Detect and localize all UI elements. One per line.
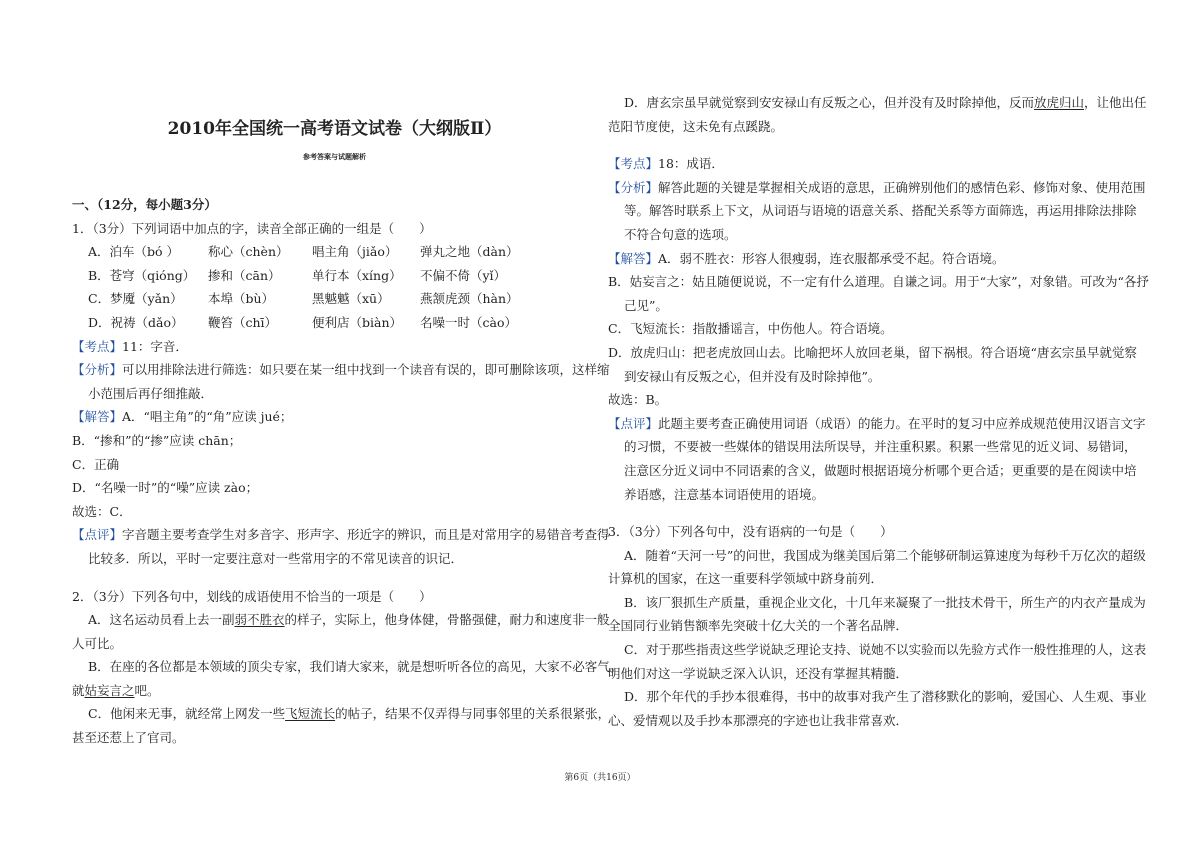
kaodian-tag: 【考点】	[72, 338, 123, 354]
fenxi-tag: 【分析】	[608, 179, 659, 195]
q2-option-d-cont: 范阳节度使，这未免有点蹊跷。	[608, 118, 784, 134]
page-title: 2010年全国统一高考语文试卷（大纲版Ⅱ）	[167, 119, 502, 139]
left-column	[72, 193, 623, 750]
fenxi-text: 解答此题的关键是掌握相关成语的意思，正确辨别他们的感情色彩、修饰对象、使用范围	[658, 179, 1146, 195]
q2-option-a-cont: 人可比。	[72, 635, 123, 651]
q3-stem: 3．（3分）下列各句中，没有语病的一句是（ ）	[608, 524, 893, 540]
q2-a-pre: A．这名运动员看上去一副	[88, 612, 235, 628]
q1-a-1: A．泊车（bó ）	[88, 244, 180, 260]
q2-option-a	[72, 608, 610, 632]
q3-option-a-cont: 计算机的国家，在这一重要科学领域中跻身前列．	[608, 571, 884, 587]
q1-fenxi	[72, 358, 610, 382]
q1-b-4: 不偏不倚（yǐ）	[420, 267, 507, 283]
q2-dianping-cont1: 的习惯，不要被一些媒体的错误用法所误导，并注重积累。积累一些常见的近义词、易错词，	[624, 439, 1137, 455]
q2-d-post: ，让他出任	[1084, 95, 1147, 110]
q1-d-1: D．祝祷（dǎo）	[88, 314, 184, 330]
q2-option-c-cont: 甚至还惹上了官司。	[72, 730, 185, 746]
kaodian-tag: 【考点】	[608, 156, 659, 172]
q2-c-idiom: 飞短流长	[285, 706, 336, 722]
q2-fenxi-cont2: 不符合句意的选项。	[624, 226, 737, 242]
q3-option-b-cont: 全国同行业销售额率先突破十亿大关的一个著名品牌．	[608, 618, 909, 634]
q1-kaodian	[72, 335, 597, 359]
kaodian-text: 11：字音．	[122, 338, 188, 354]
q1-line-b: B．“掺和”的“掺”应读 chān；	[72, 432, 242, 448]
q2-a-post: 的样子，实际上，他身体健，骨骼强健，耐力和速度非一般	[284, 612, 610, 628]
q1-option-d	[72, 311, 597, 335]
q2-line-c: C．飞短流长：指散播谣言，中伤他人。符合语境。	[608, 321, 893, 337]
q3-option-a: A．随着“天河一号”的问世，我国成为继美国后第二个能够研制运算速度为每秒千万亿次的超级	[624, 547, 1146, 563]
q1-stem: 1．（3分）下列词语中加点的字，读音全部正确的一组是（ ）	[72, 220, 432, 236]
section-heading: 一、（12分，每小题3分）	[72, 197, 217, 212]
jieda-tag: 【解答】	[72, 409, 123, 425]
dianping-text: 字音题主要考查学生对多音字、形声字、形近字的辨识，而且是对常用字的易错音考查得	[122, 527, 610, 543]
q1-d-2: 鞭笞（chī）	[208, 314, 278, 330]
q2-choice: 故选：B。	[608, 392, 668, 408]
q1-line-c: C．正确	[72, 456, 120, 472]
q2-jieda	[608, 247, 1133, 271]
q3-option-c: C．对于那些指责这些学说缺乏理论支持、说她不以实验而以先验方式作一般性推理的人，这表	[624, 642, 1147, 658]
q2-line-d-cont: 到安禄山有反叛之心，但并没有及时除掉他”。	[624, 368, 881, 384]
q2-a-idiom: 弱不胜衣	[234, 612, 285, 628]
jieda-text: A．弱不胜衣：形容人很瘦弱，连衣服都承受不起。符合语境。	[658, 250, 1005, 266]
q1-dianping-cont: 比较多．所以，平时一定要注意对一些常用字的不常见读音的识记．	[88, 550, 464, 566]
page-number: 第6页（共16页）	[564, 773, 636, 783]
q1-c-1: C．梦魇（yǎn）	[88, 291, 183, 307]
q2-dianping-cont3: 养语感，注意基本词语使用的语境。	[624, 486, 825, 502]
dianping-text: 此题主要考查正确使用词语（成语）的能力。在平时的复习中应养成规范使用汉语言文字	[658, 415, 1146, 431]
q1-a-4: 弹丸之地（dàn）	[420, 244, 519, 260]
q1-option-b	[72, 264, 597, 288]
jieda-text: A．“唱主角”的“角”应读 jué；	[122, 409, 293, 425]
q1-c-3: 黑魆魆（xū）	[312, 291, 390, 307]
q2-fenxi-cont1: 等。解答时联系上下文，从词语与语境的语意关系、搭配关系等方面筛选，再运用排除法排除	[624, 203, 1137, 219]
q1-b-1: B．苍穹（qióng）	[88, 267, 196, 283]
q2-c-post: 的帖子，结果不仅弄得与同事邻里的关系很紧张，	[335, 706, 611, 722]
kaodian-text: 18：成语．	[658, 156, 724, 172]
q2-kaodian	[608, 152, 1133, 176]
q1-d-3: 便利店（biàn）	[312, 314, 403, 330]
q2-option-c	[72, 702, 611, 726]
q3-option-d: D．那个年代的手抄本很难得，书中的故事对我产生了潜移默化的影响，爱国心、人生观、事业	[624, 689, 1147, 705]
q1-fenxi-cont: 小范围后再仔细推敲．	[88, 385, 214, 401]
q1-dianping	[72, 523, 610, 547]
q2-dianping	[608, 412, 1146, 436]
q3-option-d-cont: 心、爱情观以及手抄本那漂亮的字迹也让我非常喜欢．	[608, 712, 909, 728]
dianping-tag: 【点评】	[608, 415, 659, 431]
q2-d-idiom: 放虎归山	[1034, 95, 1085, 110]
q2-stem: 2．（3分）下列各句中，划线的成语使用不恰当的一项是（ ）	[72, 588, 432, 604]
q2-c-pre: C．他闲来无事，就经常上网发一些	[88, 706, 286, 722]
q1-line-d: D．“名噪一时”的“噪”应读 zào；	[72, 480, 259, 496]
q2-line-b-cont: 己见”。	[624, 297, 668, 313]
q1-a-3: 唱主角（jiǎo）	[312, 244, 398, 260]
q2-line-d: D．放虎归山：把老虎放回山去。比喻把坏人放回老巢，留下祸根。符合语境“唐玄宗虽早就觉察	[608, 344, 1137, 360]
q2-d-pre: D．唐玄宗虽早就觉察到安安禄山有反叛之心，但并没有及时除掉他，反而	[624, 95, 1035, 110]
q1-b-3: 单行本（xíng）	[312, 267, 402, 283]
right-column	[608, 91, 1149, 732]
q2-option-b-cont	[72, 679, 597, 703]
q1-b-2: 掺和（cān）	[208, 267, 281, 283]
q1-d-4: 名噪一时（cào）	[420, 314, 517, 330]
q3-option-c-cont: 明他们对这一学说缺乏深入认识，还没有掌握其精髓．	[608, 665, 909, 681]
q2-dianping-cont2: 注意区分近义词中不同语素的含义，做题时根据语境分析哪个更合适；更重要的是在阅读中培	[624, 462, 1137, 478]
q2-option-b: B．在座的各位都是本领域的顶尖专家，我们请大家来，就是想听听各位的高见，大家不必客气。	[88, 659, 623, 675]
fenxi-tag: 【分析】	[72, 362, 123, 378]
q2-line-b: B．姑妄言之：姑且随便说说，不一定有什么道理。自谦之词。用于“大家”，对象错。可改为“各抒	[608, 274, 1149, 290]
q2-fenxi	[608, 176, 1146, 200]
dianping-tag: 【点评】	[72, 527, 123, 543]
q3-option-b: B．该厂狠抓生产质量，重视企业文化，十几年来凝聚了一批技术骨干，所生产的内衣产量成为	[624, 594, 1146, 610]
q1-jieda	[72, 405, 597, 429]
q1-a-2: 称心（chèn）	[208, 244, 289, 260]
q1-c-4: 燕颔虎颈（hàn）	[420, 291, 519, 307]
q1-option-a	[72, 240, 597, 264]
q2-b-idiom: 姑妄言之	[84, 682, 135, 698]
q2-b-post: 吧。	[134, 682, 160, 698]
q1-choice: 故选：C．	[72, 503, 132, 519]
fenxi-text: 可以用排除法进行筛选：如只要在某一组中找到一个读音有误的，即可删除该项，这样缩	[122, 362, 610, 378]
q2-option-d	[608, 91, 1147, 115]
q1-option-c	[72, 287, 597, 311]
jieda-tag: 【解答】	[608, 250, 659, 266]
page-subtitle: 参考答案与试题解析	[303, 152, 366, 161]
q2-b-pre: 就	[72, 682, 85, 698]
q1-c-2: 本埠（bù）	[208, 291, 275, 307]
